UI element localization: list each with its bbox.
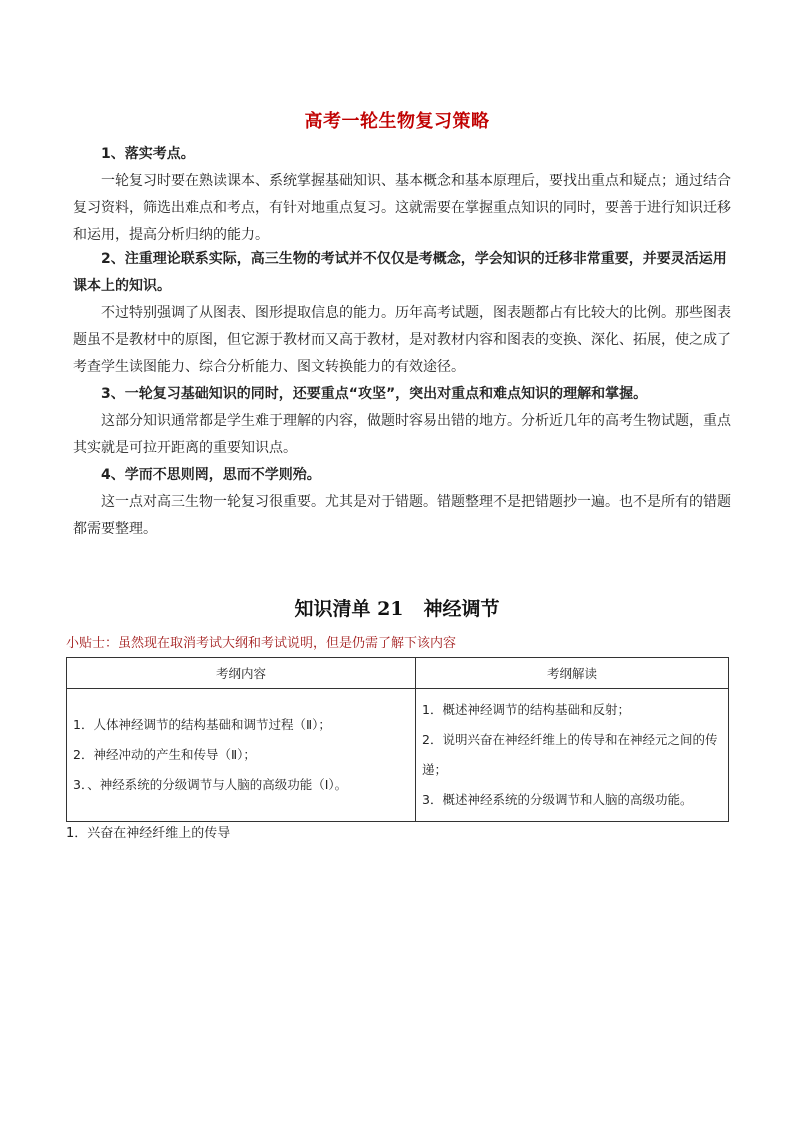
section-4-body: 这一点对高三生物一轮复习很重要。尤其是对于错题。错题整理不是把错题抄一遍。也不是所有的错题都需要整理。 bbox=[73, 494, 731, 537]
list-item: 3．概述神经系统的分级调节和人脑的高级功能。 bbox=[422, 792, 693, 807]
table-header-row bbox=[67, 658, 729, 689]
list-item: 2．神经冲动的产生和传导（Ⅱ）； bbox=[73, 747, 256, 762]
table-header-interpretation: 考纲解读 bbox=[416, 658, 729, 689]
section-2-heading: 2、注重理论联系实际，高三生物的考试并不仅仅是考概念，学会知识的迁移非常重要，并要灵活运用课本上的知识。 bbox=[73, 251, 727, 294]
section-1-body: 一轮复习时要在熟读课本、系统掌握基础知识、基本概念和基本原理后，要找出重点和疑点；通过结合复习资料，筛选出难点和考点，有针对地重点复习。这就需要在掌握重点知识的同时，要善于进行知识迁移和运用，提高分析归纳的能力。 bbox=[73, 173, 731, 243]
knowledge-list-topic: 神经调节 bbox=[423, 598, 500, 620]
section-2-body: 不过特别强调了从图表、图形提取信息的能力。历年高考试题，图表题都占有比较大的比例。那些图表题虽不是教材中的原图，但它源于教材而又高于教材，是对教材内容和图表的变换、深化、拓展，使之成了考查学生读图能力、综合分析能力、图文转换能力的有效途径。 bbox=[73, 305, 731, 375]
table-row bbox=[67, 689, 729, 822]
list-item: 1．人体神经调节的结构基础和调节过程（Ⅱ）； bbox=[73, 717, 331, 732]
list-item: 2．说明兴奋在神经纤维上的传导和在神经元之间的传递； bbox=[422, 732, 718, 777]
subsection-heading: 1．兴奋在神经纤维上的传导 bbox=[66, 826, 231, 841]
syllabus-interpretation-cell bbox=[416, 689, 729, 822]
section-3-heading: 3、一轮复习基础知识的同时，还要重点“攻坚”，突出对重点和难点知识的理解和掌握。 bbox=[101, 386, 648, 402]
knowledge-list-number: 知识清单 21 bbox=[294, 598, 404, 620]
table-header-content: 考纲内容 bbox=[67, 658, 416, 689]
tip-note: 小贴士：虽然现在取消考试大纲和考试说明，但是仍需了解下该内容 bbox=[66, 636, 457, 651]
knowledge-list-title bbox=[0, 594, 794, 621]
section-4-heading: 4、学而不思则罔，思而不学则殆。 bbox=[101, 467, 321, 483]
section-3-body: 这部分知识通常都是学生难于理解的内容，做题时容易出错的地方。分析近几年的高考生物试题，重点其实就是可拉开距离的重要知识点。 bbox=[73, 413, 731, 456]
syllabus-table bbox=[66, 657, 729, 822]
section-1-heading: 1、落实考点。 bbox=[101, 146, 195, 162]
page-title: 高考一轮生物复习策略 bbox=[304, 111, 490, 132]
syllabus-content-cell bbox=[67, 689, 416, 822]
list-item: 1．概述神经调节的结构基础和反射； bbox=[422, 702, 630, 717]
list-item: 3．、神经系统的分级调节与人脑的高级功能（Ⅰ）。 bbox=[73, 777, 348, 792]
